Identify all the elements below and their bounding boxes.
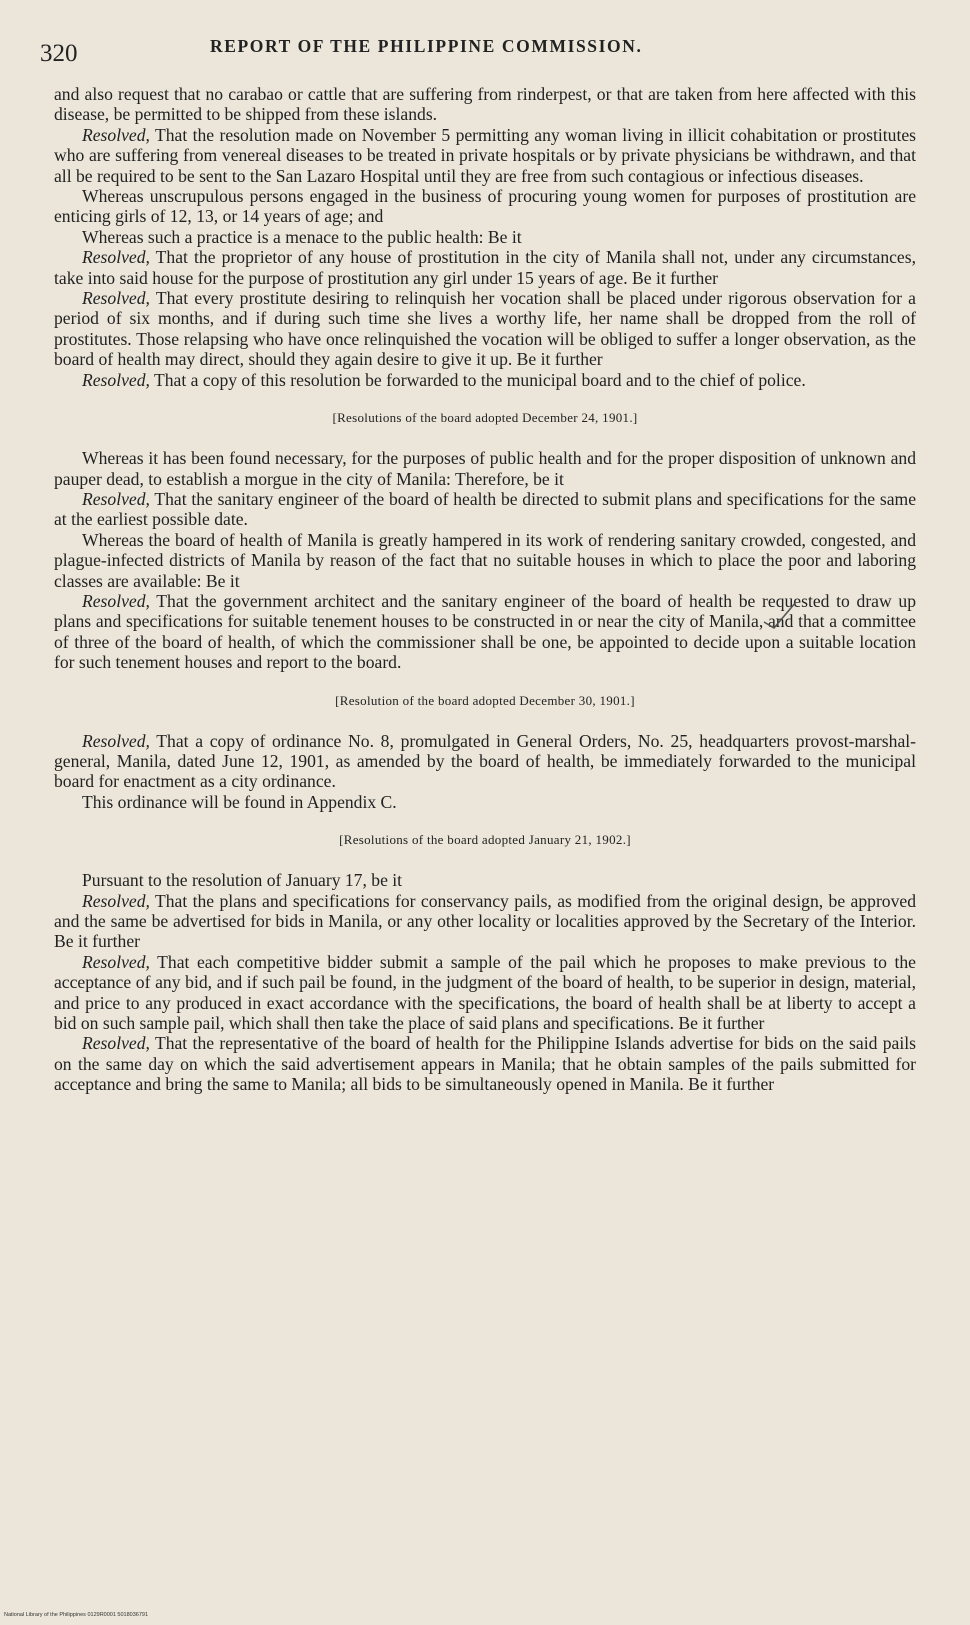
resolved-lead: Resolved, [82,730,150,751]
paragraph-text: That a copy of ordinance No. 8, promulgated in General Orders, No. 25, headquarters provost-marshal-general, Manila, dated June 12, 1901, as amended by the board of health, be immediately forwarded to the municipal board for enactment as a city ordinance. [54,730,916,792]
paragraph-text: That the government architect and the sanitary engineer of the board of health be requested to draw up plans and specifications for suitable tenement houses to be constructed in or near the city of Manila, and that a committee of three of the board of health, of which the commissioner shall be one, be appointed to decide upon a suitable location for such tenement houses and report to the board. [54,590,916,673]
paragraph-text: Whereas the board of health of Manila is greatly hampered in its work of rendering sanitary crowded, congested, and plague-infected districts of Manila by reason of the fact that no suitable houses in which to place the poor and laboring classes are available: Be it [54,529,916,591]
section-caption [54,410,916,426]
paragraph [54,792,916,812]
paragraph [54,489,916,530]
paragraph-text: Whereas such a practice is a menace to the public health: Be it [82,226,522,247]
paragraph [54,1033,916,1094]
paragraph-text: and also request that no carabao or cattle that are suffering from rinderpest, or that are taken from here affected with this disease, be permitted to be shipped from these islands. [54,84,916,125]
running-title: REPORT OF THE PHILIPPINE COMMISSION. [210,36,643,56]
paragraph [54,125,916,186]
paragraph-text: This ordinance will be found in Appendix C. [82,791,397,812]
page-header [40,34,910,68]
resolved-lead: Resolved, [82,590,150,611]
paragraph [54,870,916,890]
page-number: 320 [40,40,78,67]
section-caption [54,832,916,848]
paragraph [54,370,916,390]
resolved-lead: Resolved, [82,288,150,309]
paragraph-text: That the resolution made on November 5 permitting any woman living in illicit cohabitation or prostitutes who are suffering from venereal diseases to be treated in private hospitals or by private physicians be withdrawn, and that all be required to be sent to the San Lazaro Hospital until they are free from such contagious or infectious diseases. [54,124,916,186]
paragraph [54,731,916,792]
paragraph [54,952,916,1034]
resolved-lead: Resolved, [82,247,150,268]
resolved-lead: Resolved, [82,951,150,972]
paragraph [54,530,916,591]
paragraph-text: [Resolutions of the board adopted December 24, 1901.] [332,410,638,426]
resolved-lead: Resolved, [82,124,150,145]
paragraph-text: [Resolutions of the board adopted January 21, 1902.] [339,832,631,848]
body-text [54,84,916,1095]
paragraph [54,186,916,227]
paragraph-text: That each competitive bidder submit a sample of the pail which he proposes to make previous to the acceptance of any bid, and if such pail be found, in the judgment of the board of health, to be superior in design, material, and price to any produced in exact accordance with the specifications, the board of health shall be at liberty to accept a bid on such sample pail, which shall then take the place of said plans and specifications. Be it further [54,951,916,1034]
resolved-lead: Resolved, [82,488,150,509]
paragraph-text: Pursuant to the resolution of January 17, be it [82,870,403,891]
paragraph-text: That every prostitute desiring to relinquish her vocation shall be placed under rigorous observation for a period of six months, and if during such time she lives a worthy life, her name shall be dropped from the roll of prostitutes. Those relapsing who have once relinquished the vocation will be obliged to suffer a longer observation, as the board of health may direct, should they again desire to give it up. Be it further [54,288,916,370]
scan-credit: National Library of the Philippines 0129R0001 5018036791 [4,1612,149,1618]
resolved-lead: Resolved, [82,890,150,911]
paragraph-text: [Resolution of the board adopted December 30, 1901.] [335,692,635,708]
section-caption [54,693,916,709]
paragraph-text: Whereas it has been found necessary, for the purposes of public health and for the proper disposition of unknown and pauper dead, to establish a morgue in the city of Manila: Therefore, be it [54,448,916,489]
paragraph [54,84,916,125]
resolved-lead: Resolved, [82,369,150,390]
paragraph-text: That the sanitary engineer of the board of health be directed to submit plans and specifications for the same at the earliest possible date. [54,488,916,530]
paragraph-text: That the proprietor of any house of prostitution in the city of Manila shall not, under any circumstances, take into said house for the purpose of prostitution any girl under 15 years of age. Be it further [54,247,916,288]
paragraph [54,288,916,370]
paragraph-text: That the plans and specifications for conservancy pails, as modified from the original design, be approved and the same be advertised for bids in Manila, or any other locality or localities approved by the Secretary of the Interior. Be it further [54,890,916,952]
paragraph-text: That a copy of this resolution be forwarded to the municipal board and to the chief of police. [149,369,806,390]
paragraph [54,247,916,288]
handwritten-check-mark [760,600,800,630]
resolved-lead: Resolved, [82,1033,150,1054]
paragraph [54,227,916,247]
paragraph [54,448,916,489]
paragraph-text: That the representative of the board of health for the Philippine Islands advertise for bids on the said pails on the same day on which the said advertisement appears in Manila; that he obtain samples of the pails submitted for acceptance and bring the same to Manila; all bids to be simultaneously opened in Manila. Be it further [54,1033,916,1095]
paragraph-text: Whereas unscrupulous persons engaged in the business of procuring young women for purposes of prostitution are enticing girls of 12, 13, or 14 years of age; and [54,186,916,227]
paragraph [54,891,916,952]
